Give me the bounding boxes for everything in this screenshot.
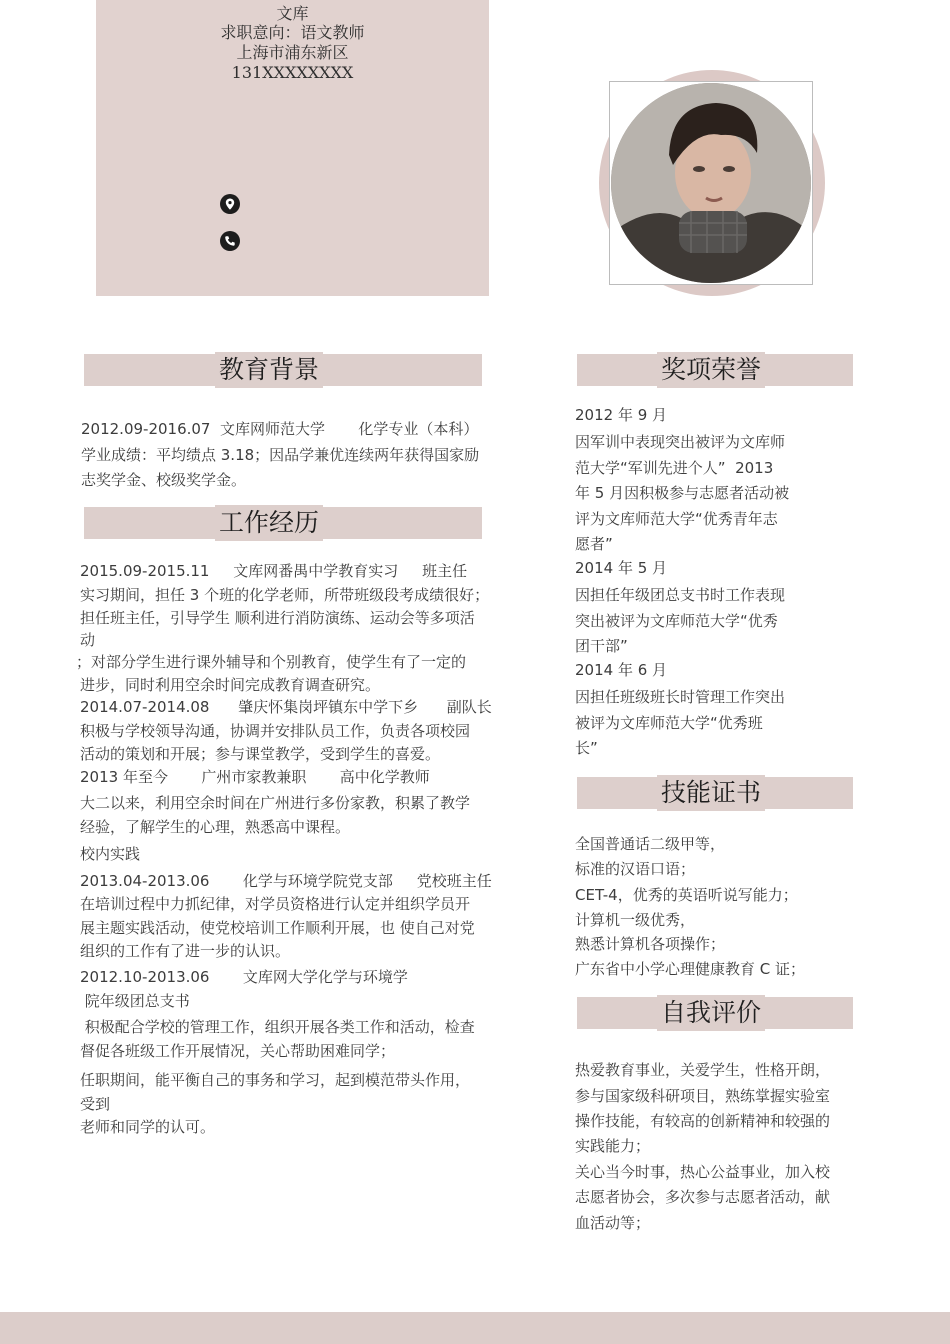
work-line: 活动的策划和开展；参与课堂教学，受到学生的喜爱。: [80, 745, 441, 763]
work-line: 担任班主任，引导学生 顺利进行消防演练、运动会等多项活: [80, 609, 475, 627]
awards-line: 范大学“军训先进个人” 2013: [575, 459, 774, 477]
work-line: 院年级团总支书: [80, 992, 190, 1010]
awards-line: 因担任班级班长时管理工作突出: [575, 688, 786, 706]
work-line: 在培训过程中力抓纪律，对学员资格进行认定并组织学员开: [80, 895, 471, 913]
header-block: [96, 0, 489, 296]
awards-line: 因担任年级团总支书时工作表现: [575, 586, 786, 604]
awards-line: 2012 年 9 月: [575, 406, 668, 424]
awards-line: 2014 年 6 月: [575, 661, 668, 679]
work-line: 积极与学校领导沟通，协调并安排队员工作，负责各项校园: [80, 722, 471, 740]
work-line: 2014.07-2014.08 肇庆怀集岗坪镇东中学下乡 副队长: [80, 698, 492, 716]
phone-icon: [220, 231, 240, 251]
awards-line: 突出被评为文库师范大学“优秀: [575, 612, 778, 630]
work-line: ；对部分学生进行课外辅导和个别教育，使学生有了一定的: [76, 653, 467, 671]
awards-line: 年 5 月因积极参与志愿者活动被: [575, 484, 790, 502]
work-line: 老师和同学的认可。: [80, 1118, 216, 1136]
self-eval-line: 血活动等；: [575, 1214, 651, 1232]
education-line: 志奖学金、校级奖学金。: [81, 471, 247, 489]
education-line: 2012.09-2016.07 文库网师范大学 化学专业（本科）: [81, 420, 479, 438]
work-line: 2015.09-2015.11 文库网番禺中学教育实习 班主任: [80, 562, 468, 580]
profile-photo: [611, 83, 811, 283]
footer-band: [0, 1312, 950, 1344]
awards-line: 评为文库师范大学“优秀青年志: [575, 510, 778, 528]
awards-title: 奖项荣誉: [657, 352, 765, 388]
phone-text: 131XXXXXXXX: [231, 63, 354, 82]
skills-line: 全国普通话二级甲等，: [575, 835, 726, 853]
location-pin-icon: [220, 194, 240, 214]
work-title: 工作经历: [215, 505, 323, 541]
education-title: 教育背景: [215, 352, 323, 388]
skills-title: 技能证书: [657, 775, 765, 811]
work-line: 2013.04-2013.06 化学与环境学院党支部 党校班主任: [80, 872, 492, 890]
skills-line: 熟悉计算机各项操作；: [575, 935, 726, 953]
skills-line: CET-4，优秀的英语听说写能力；: [575, 886, 798, 904]
self-eval-line: 操作技能，有较高的创新精神和较强的: [575, 1112, 831, 1130]
work-line: 督促各班级工作开展情况，关心帮助困难同学；: [80, 1042, 396, 1060]
work-line: 校内实践: [80, 845, 141, 863]
work-line: 大二以来，利用空余时间在广州进行多份家教，积累了教学: [80, 794, 471, 812]
work-line: 2012.10-2013.06 文库网大学化学与环境学: [80, 968, 408, 986]
work-line: 进步，同时利用空余时间完成教育调查研究。: [80, 676, 381, 694]
awards-line: 2014 年 5 月: [575, 559, 668, 577]
work-line: 任职期间，能平衡自己的事务和学习，起到模范带头作用，: [80, 1071, 471, 1089]
work-line: 受到: [80, 1095, 111, 1113]
awards-line: 长”: [575, 739, 598, 757]
awards-line: 因军训中表现突出被评为文库师: [575, 433, 786, 451]
awards-line: 团干部”: [575, 637, 628, 655]
work-line: 展主题实践活动，使党校培训工作顺利开展，也 使自己对党: [80, 919, 475, 937]
work-line: 动: [80, 631, 96, 649]
work-line: 组织的工作有了进一步的认识。: [80, 942, 291, 960]
candidate-name: 文库: [276, 4, 309, 23]
skills-line: 广东省中小学心理健康教育 C 证；: [575, 960, 806, 978]
education-line: 学业成绩：平均绩点 3.18；因品学兼优连续两年获得国家励: [81, 446, 480, 464]
skills-line: 计算机一级优秀，: [575, 911, 696, 929]
self-eval-line: 关心当今时事，热心公益事业，加入校: [575, 1163, 831, 1181]
job-intention: 求职意向：语文教师: [220, 23, 365, 42]
self-eval-title: 自我评价: [657, 995, 765, 1031]
work-line: 实习期间，担任 3 个班的化学老师，所带班级段考成绩很好；: [80, 586, 490, 604]
self-eval-line: 热爱教育事业，关爱学生，性格开朗，: [575, 1061, 831, 1079]
location-text: 上海市浦东新区: [236, 43, 349, 62]
self-eval-line: 志愿者协会，多次参与志愿者活动，献: [575, 1188, 831, 1206]
skills-line: 标准的汉语口语；: [575, 860, 696, 878]
work-line: 经验，了解学生的心理，熟悉高中课程。: [80, 818, 351, 836]
awards-line: 被评为文库师范大学“优秀班: [575, 714, 763, 732]
work-line: 2013 年至今 广州市家教兼职 高中化学教师: [80, 768, 430, 786]
self-eval-line: 实践能力；: [575, 1137, 651, 1155]
self-eval-line: 参与国家级科研项目，熟练掌握实验室: [575, 1087, 831, 1105]
awards-line: 愿者”: [575, 535, 613, 553]
work-line: 积极配合学校的管理工作，组织开展各类工作和活动，检查: [80, 1018, 475, 1036]
